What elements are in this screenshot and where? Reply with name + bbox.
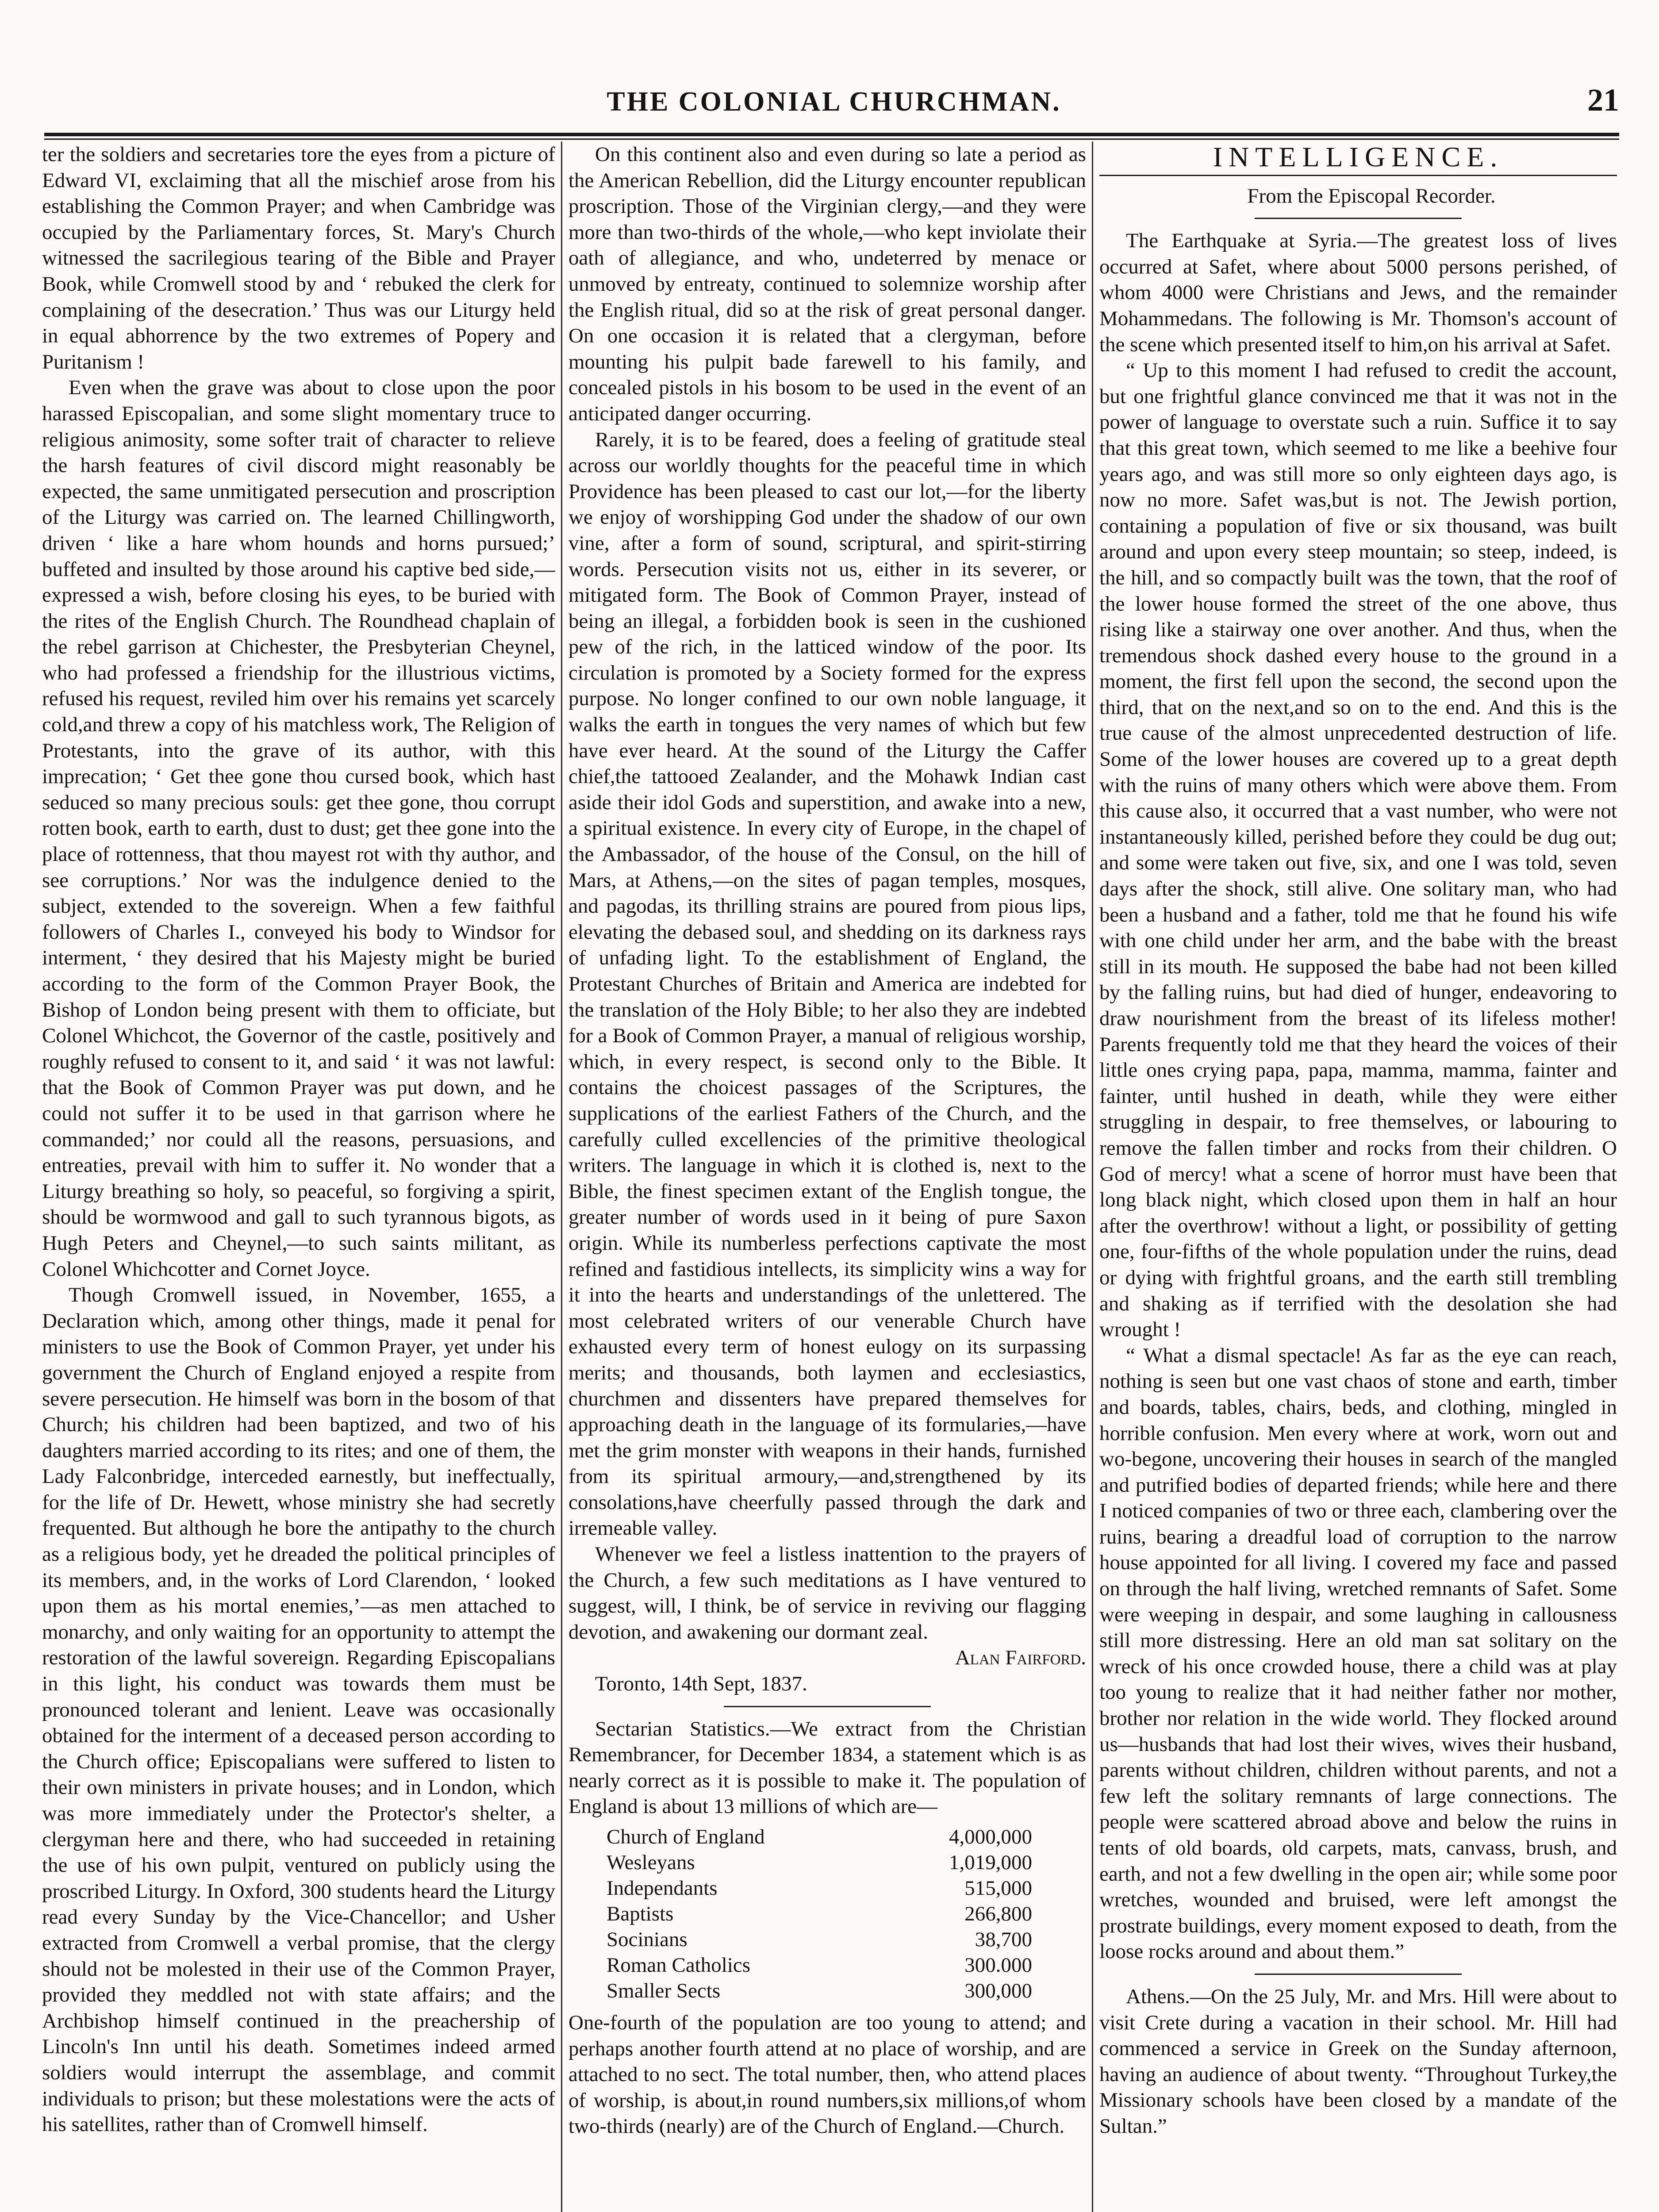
section-divider [1255,1974,1462,1975]
header-rule-thin [44,138,1619,140]
header-rule [44,133,1619,136]
article-paragraph: ter the soldiers and secretaries tore the eyes from a picture of Edward VI, exclaiming that all the mischief arose from his establishing the Common Prayer; and when Cambridge was occupied by the Parliamentary forces, St. Mary's Church witnessed the sacrilegious tearing of the Bible and Prayer Book, while Cromwell stood by and ‘ rebuked the clerk for complaining of the desecration.’ Thus was our Liturgy held in equal abhorrence by the two extremes of Popery and Puritanism ! [42,143,555,373]
article-dateline: Toronto, 14th Sept, 1837. [595,1672,807,1696]
table-row: Roman Catholics 300.000 [607,1954,1032,1977]
article-paragraph: Though Cromwell issued, in November, 1655, a Declaration which, among other things, made it penal for ministers to use the Book of Common Prayer, yet under his government the Church of England enjoyed a respite from severe persecution. He himself was born in the bosom of that Church; his children had been baptized, and two of his daughters married according to its rites; and one of them, the Lady Falconbridge, interceded earnestly, but ineffectually, for the life of Dr. Hewett, whose ministry she had secretly frequented. But although he bore the antipathy to the church as a religious body, yet he dreaded the political principles of its members, and, in the works of Lord Clarendon, ‘ looked upon them as his mortal enemies,’—as men attached to monarchy, and only waiting for an opportunity to attempt the restoration of the lawful sovereign. Regarding Episcopalians in this light, his conduct was towards them must be pronounced tolerant and lenient. Leave was occasionally obtained for the interment of a deceased person according to the Church office; Episcopalians were suffered to listen to their own ministers in private houses; and in London, which was more immediately under the Protector's shelter, a clergyman here and there, who had succeeded in retaining the use of his own pulpit, ventured on publicly using the proscribed Liturgy. In Oxford, 300 students heard the Liturgy read every Sunday by the Vice-Chancellor; and Usher extracted from Cromwell a verbal promise, that the clergy should not be molested in their use of the Common Prayer, provided they meddled not with state affairs; and the Archbishop himself continued in the preachership of Lincoln's Inn until his death. Sometimes indeed armed soldiers would interrupt the assemblage, and commit individuals to prison; but these molestations were the acts of his satellites, rather than of Cromwell himself. [42,1283,555,2136]
column-divider [1092,142,1093,2212]
table-row: Church of England 4,000,000 [607,1825,1032,1848]
article-paragraph: Whenever we feel a listless inattention to the prayers of the Church, a few such meditations as I have ventured to suggest, will, I think, be of service in reviving our flagging devotion, and awakening our dormant zeal. [568,1543,1086,1644]
article-paragraph: Athens.—On the 25 July, Mr. and Mrs. Hill were about to visit Crete during a vacation in their school. Mr. Hill had commenced a service in Greek on the Sunday afternoon, having an audience of about twenty. “Throughout Turkey,the Missionary schools have been closed by a mandate of the Sultan.” [1099,1985,1617,2138]
column-left [42,142,555,2212]
table-row: Independants 515,000 [607,1877,1032,1900]
section-divider [724,1706,931,1707]
article-paragraph: Even when the grave was about to close upon the poor harassed Episcopalian, and some slight momentary truce to religious animosity, some softer trait of character to relieve the harsh features of civil discord might reasonably be expected, the same unmitigated persecution and proscription of the Liturgy was carried on. The learned Chillingworth, driven ‘ like a hare whom hounds and horns pursued;’ buffeted and insulted by those around his captive bed side,—expressed a wish, before closing his eyes, to be buried with the rites of the English Church. The Roundhead chaplain of the rebel garrison at Chichester, the Presbyterian Cheynel, who had professed a friendship for the illustrious victims, refused his request, reviled him over his remains yet scarcely cold,and threw a copy of his matchless work, The Religion of Protestants, into the grave of its author, with this imprecation; ‘ Get thee gone thou cursed book, which hast seduced so many precious souls: get thee gone, thou corrupt rotten book, earth to earth, dust to dust; get thee gone into the place of rottenness, that thou mayest rot with thy author, and see corruptions.’ Nor was the indulgence denied to the subject, extended to the sovereign. When a few faithful followers of Charles I., conveyed his body to Windsor for interment, ‘ they desired that his Majesty might be buried according to the form of the Common Prayer Book, the Bishop of London being present with them to officiate, but Colonel Whichcot, the Governor of the castle, positively and roughly refused to consent to it, and said ‘ it was not lawful: that the Book of Common Prayer was put down, and he could not suffer it to be used in that garrison where he commanded;’ nor could all the reasons, persuasions, and entreaties, prevail with him to suffer it. No wonder that a Liturgy breathing so holy, so peaceful, so forgiving a spirit, should be wormwood and gall to such tyrannous bigots, as Hugh Peters and Cheynel,—to such saints militant, as Colonel Whichcotter and Cornet Joyce. [42,376,555,1281]
table-row: Socinians 38,700 [607,1928,1032,1951]
section-title: INTELLIGENCE. [1213,142,1504,173]
newspaper-title: THE COLONIAL CHURCHMAN. [607,87,1061,117]
article-paragraph: Rarely, it is to be feared, does a feeling of gratitude steal across our worldly thoughts for the peaceful time in which Providence has been pleased to cast our lot,—for the liberty we enjoy of worshipping God under the shadow of our own vine, after a form of sound, scriptural, and spirit-stirring words. Persecution visits not us, either in its severer, or mitigated form. The Book of Common Prayer, instead of being an illegal, a forbidden book is seen in the cushioned pew of the rich, in the latticed window of the poor. Its circulation is promoted by a Society formed for the express purpose. No longer confined to our own noble language, it walks the earth in tongues the very names of which but few have ever heard. At the sound of the Liturgy the Caffer chief,the tattooed Zealander, and the Mohawk Indian cast aside their idol Gods and superstition, and awake into a new, a spiritual existence. In every city of Europe, in the chapel of the Ambassador, of the house of the Consul, on the hill of Mars, at Athens,—on the sites of pagan temples, mosques, and pagodas, its thrilling strains are poured from pious lips, elevating the debased soul, and shedding on its darkness rays of unfading light. To the establishment of England, the Protestant Churches of Britain and America are indebted for the translation of the Holy Bible; to her also they are indebted for a Book of Common Prayer, a manual of religious worship, which, in every respect, is second only to the Bible. It contains the choicest passages of the Scriptures, the supplications of the earliest Fathers of the Church, and the carefully culled excellencies of the primitive theological writers. The language in which it is clothed is, next to the Bible, the finest specimen extant of the English tongue, the greater number of words used in it being of pure Saxon origin. While its numberless perfections captivate the most refined and fastidious intellects, its simplicity wins a way for it into the hearts and understandings of the unlettered. The most celebrated writers of our venerable Church have exhausted every term of honest eulogy on its surpassing merits; and thousands, both laymen and ecclesiastics, churchmen and dissenters have prepared themselves for approaching death in the language of its formularies,—have met the grim monster with weapons in their hands, furnished from its spiritual armoury,—and,strengthened by its consolations,have cheerfully passed through the dark and irremeable valley. [568,428,1086,1540]
statistics-table [604,1824,1035,2004]
table-row: Wesleyans 1,019,000 [607,1851,1032,1874]
page-header [49,82,1619,131]
table-row: Baptists 266,800 [607,1902,1032,1925]
article-paragraph: “ What a dismal spectacle! As far as the eye can reach, nothing is seen but one vast chaos of stone and earth, timber and boards, tables, chairs, beds, and clothing, mingled in horrible confusion. Men every where at work, worn out and wo-begone, uncovering their houses in search of the mangled and putrified bodies of departed friends; while here and there I noticed companies of two or three each, clambering over the ruins, bearing a dreadful load of corruption to the narrow house appointed for all living. I covered my face and passed on through the half living, wretched remnants of Safet. Some were weeping in despair, and some laughing in callousness still more distressing. Here an old man sat solitary on the wreck of his once crowded house, there a child was at play too young to realize that it had neither father nor mother, brother nor relation in the wide world. They flocked around us—husbands that had lost their wives, wives their husband, parents without children, children without parents, and not a few left the solitary remnants of large connections. The people were scattered abroad above and below the ruins in tents of old boards, old carpets, mats, canvass, brush, and earth, and not a few dwelling in the open air; while some poor wretches, wounded and bruised, were left amongst the prostrate buildings, every moment exposed to death, from the loose rocks around and about them.” [1099,1344,1617,1963]
article-paragraph: “ Up to this moment I had refused to credit the account, but one frightful glance convinced me that it was not in the power of language to overstate such a ruin. Suffice it to say that this great town, which seemed to me like a beehive four years ago, and was still more so only eighteen days ago, is now no more. Safet was,but is not. The Jewish portion, containing a population of five or six thousand, was built around and upon every steep mountain; so steep, indeed, is the hill, and so compactly built was the town, that the roof of the lower house formed the street of the one above, thus rising like a stairway one over another. And thus, when the tremendous shock dashed every house to the ground in a moment, the first fell upon the second, the second upon the third, that on the next,and so on to the end. And this is the true cause of the almost unprecedented destruction of life. Some of the lower houses are covered up to a great depth with the ruins of many others which were above them. From this cause also, it occurred that a vast number, who were not instantaneously killed, perished before they could be dug out; and some were taken out five, six, and one I was told, seven days after the shock, still alive. One solitary man, who had been a husband and a father, told me that he found his wife with one child under her arm, and the babe with the breast still in its mouth. He supposed the babe had not been killed by the falling ruins, but had died of hunger, endeavoring to draw nourishment from the breast of its lifeless mother! Parents frequently told me that they heard the voices of their little ones crying papa, papa, mamma, mamma, fainter and fainter, until hushed in death, while they were either struggling in despair, to free themselves, or labouring to remove the fallen timber and rocks from their children. O God of mercy! what a scene of horror must have been that long black night, which closed upon them in half an hour after the overthrow! without a light, or possibility of getting one, four-fifths of the whole population under the ruins, dead or dying with frightful groans, and the earth still trembling and shaking as if terrified with the desolation she had wrought ! [1099,359,1617,1341]
article-paragraph: On this continent also and even during so late a period as the American Rebellion, did the Liturgy encounter republican proscription. Those of the Virginian clergy,—and they were more than two-thirds of the whole,—who kept inviolate their oath of allegiance, and who, undeterred by menace or unmoved by entreaty, continued to solemnize worship after the English ritual, did so at the risk of great personal danger. On one occasion it is related that a clergyman, before mounting his pulpit bade farewell to his family, and concealed pistols in his bosom to be used in the event of an anticipated danger occurring. [568,143,1086,425]
section-source: From the Episcopal Recorder. [1247,184,1496,207]
article-paragraph: The Earthquake at Syria.—The greatest loss of lives occurred at Safet, where about 5000 persons perished, of whom 4000 were Christians and Jews, and the remainder Mohammedans. The following is Mr. Thomson's account of the scene which presented itself to him,on his arrival at Safet. [1099,229,1617,356]
column-right [1099,142,1617,2212]
column-divider [561,142,562,2212]
page-number: 21 [1587,82,1619,118]
section-divider [1255,218,1462,219]
section-rule [1099,175,1617,176]
statistics-outro: One-fourth of the population are too young to attend; and perhaps another fourth attend at no place of worship, and are attached to no sect. The total number, then, who attend places of worship, is about,in round numbers,six millions,of whom two-thirds (nearly) are of the Church of England.—Church. [568,2011,1086,2138]
table-row: Smaller Sects 300,000 [607,1979,1032,2002]
article-signature: Alan Fairford. [955,1646,1086,1670]
column-middle [568,142,1086,2212]
statistics-intro: Sectarian Statistics.—We extract from the Christian Remembrancer, for December 1834, a statement which is as nearly correct as it is possible to make it. The population of England is about 13 millions of which are— [568,1717,1086,1818]
